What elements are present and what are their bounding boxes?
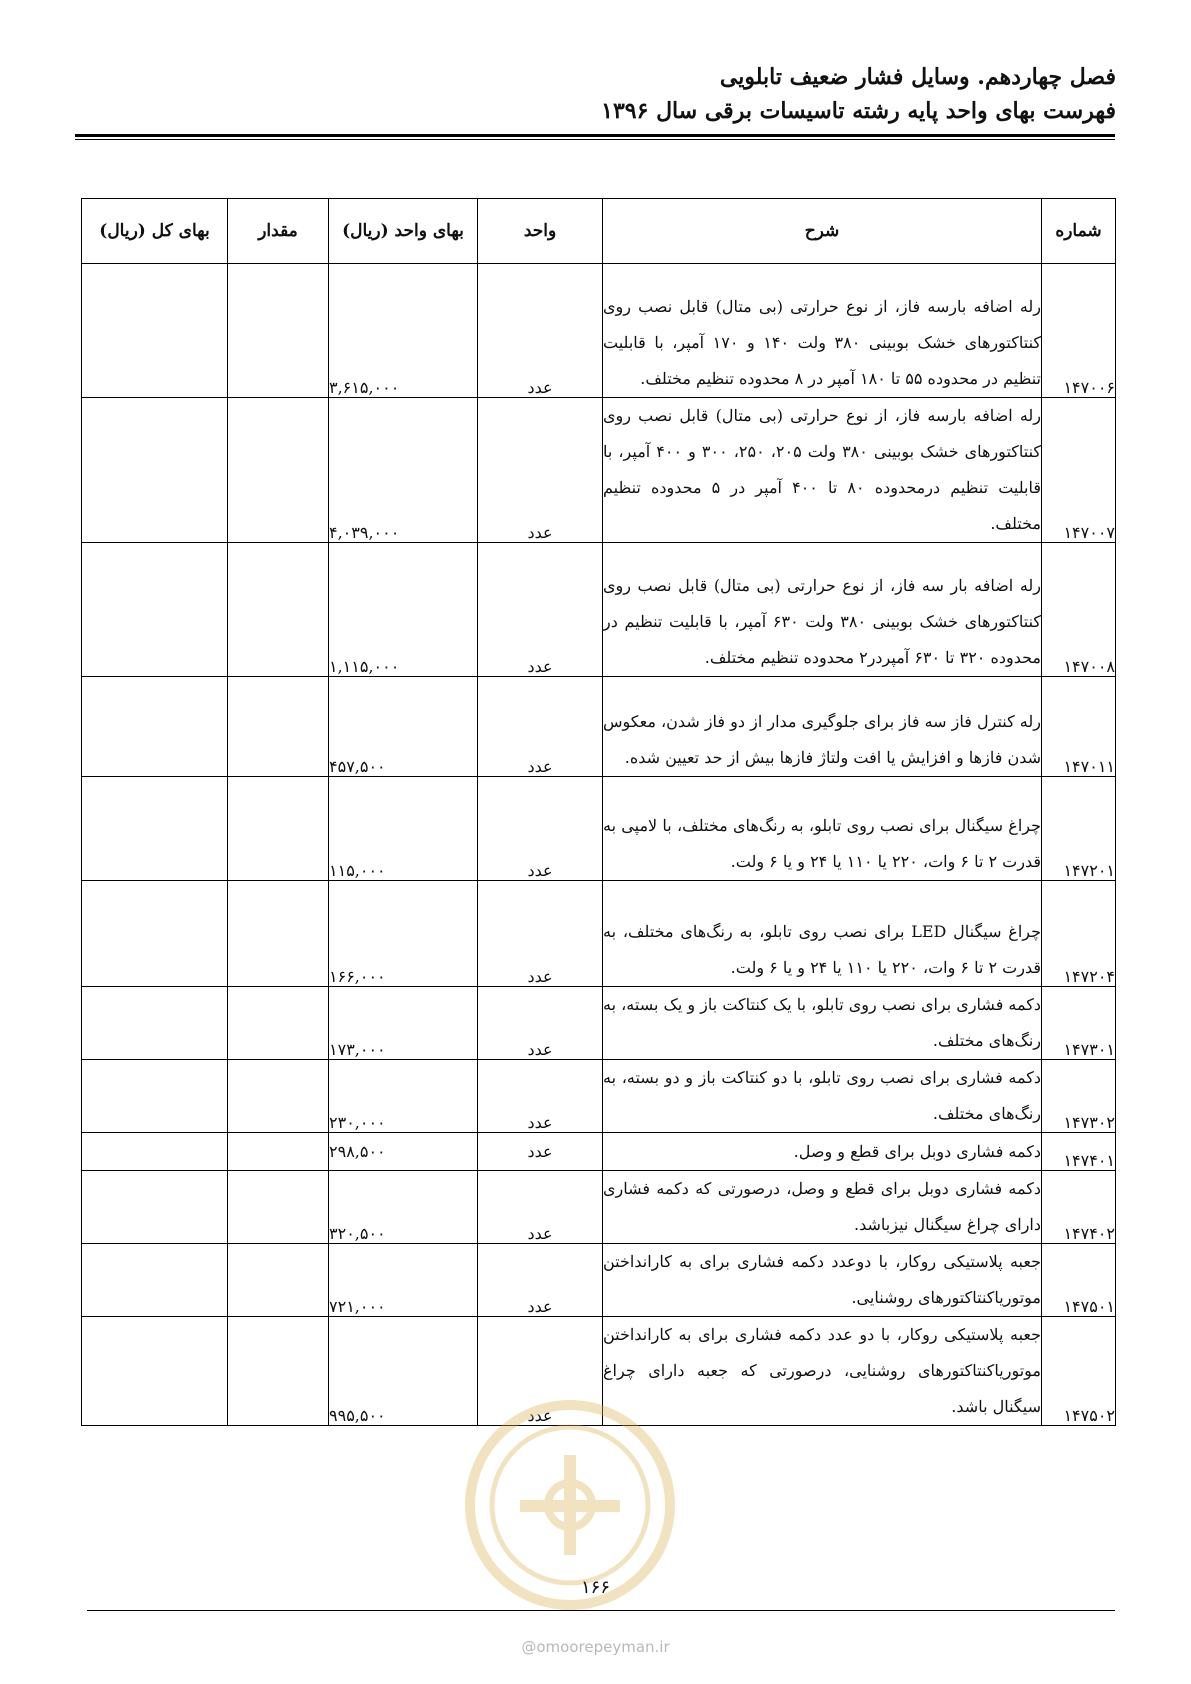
table-header-row bbox=[82, 199, 1116, 264]
column-header-number: شماره bbox=[1042, 199, 1116, 264]
footer-rule bbox=[87, 1610, 1115, 1611]
row-quantity bbox=[228, 398, 329, 543]
row-quantity bbox=[228, 264, 329, 398]
row-total-price bbox=[82, 1060, 228, 1133]
row-total-price bbox=[82, 677, 228, 777]
row-unit: عدد bbox=[478, 777, 603, 881]
table-row bbox=[82, 264, 1116, 398]
row-quantity bbox=[228, 1317, 329, 1426]
row-number: ۱۴۷۳۰۲ bbox=[1042, 1060, 1116, 1133]
row-unit-price: ۳,۶۱۵,۰۰۰ bbox=[329, 264, 478, 398]
row-unit-price: ۴,۰۳۹,۰۰۰ bbox=[329, 398, 478, 543]
row-quantity bbox=[228, 677, 329, 777]
table-row bbox=[82, 1244, 1116, 1317]
row-unit-price: ۳۲۰,۵۰۰ bbox=[329, 1171, 478, 1244]
row-total-price bbox=[82, 543, 228, 677]
table-row bbox=[82, 1133, 1116, 1171]
column-header-description: شرح bbox=[603, 199, 1042, 264]
column-header-unit: واحد bbox=[478, 199, 603, 264]
table-row bbox=[82, 1060, 1116, 1133]
row-unit: عدد bbox=[478, 677, 603, 777]
row-description: رله اضافه بار سه فاز، از نوع حرارتی (بی متال) قابل نصب روی کنتاکتورهای خشک بوبینی ۳۸۰ ولت ۶۳۰ آمپر، با قابلیت تنظیم در محدوده ۳۲۰ تا ۶۳۰ آمپردر۲ محدوده تنظیم مختلف. bbox=[603, 543, 1042, 677]
page-header bbox=[76, 60, 1116, 128]
document-title: فهرست بهای واحد پایه رشته تاسیسات برقی سال ۱۳۹۶ bbox=[601, 98, 1116, 124]
table-row bbox=[82, 987, 1116, 1060]
row-description: جعبه پلاستیکی روکار، با دوعدد دکمه فشاری برای به کارانداختن موتوریاکنتاکتورهای روشنایی. bbox=[603, 1244, 1042, 1317]
row-total-price bbox=[82, 1133, 228, 1171]
row-unit: عدد bbox=[478, 881, 603, 987]
row-total-price bbox=[82, 777, 228, 881]
row-quantity bbox=[228, 543, 329, 677]
row-unit: عدد bbox=[478, 987, 603, 1060]
row-unit-price: ۱۶۶,۰۰۰ bbox=[329, 881, 478, 987]
row-unit: عدد bbox=[478, 264, 603, 398]
row-quantity bbox=[228, 777, 329, 881]
row-unit: عدد bbox=[478, 398, 603, 543]
table-row bbox=[82, 1171, 1116, 1244]
page-number: ۱۶۶ bbox=[580, 1577, 610, 1598]
row-total-price bbox=[82, 987, 228, 1060]
table-body bbox=[82, 264, 1116, 1426]
row-unit-price: ۲۹۸,۵۰۰ bbox=[329, 1133, 478, 1171]
row-description: رله اضافه بارسه فاز، از نوع حرارتی (بی متال) قابل نصب روی کنتاکتورهای خشک بوبینی ۳۸۰ ولت ۲۰۵، ۲۵۰، ۳۰۰ و ۴۰۰ آمپر، با قابلیت تنظیم درمحدوده ۸۰ تا ۴۰۰ آمپر در ۵ محدوده تنظیم مختلف. bbox=[603, 398, 1042, 543]
row-description: دکمه فشاری دوبل برای قطع و وصل، درصورتی که دکمه فشاری دارای چراغ سیگنال نیزباشد. bbox=[603, 1171, 1042, 1244]
row-unit: عدد bbox=[478, 543, 603, 677]
row-total-price bbox=[82, 398, 228, 543]
table-row bbox=[82, 677, 1116, 777]
row-unit: عدد bbox=[478, 1171, 603, 1244]
row-unit: عدد bbox=[478, 1060, 603, 1133]
row-unit-price: ۲۳۰,۰۰۰ bbox=[329, 1060, 478, 1133]
chapter-title: فصل چهاردهم. وسایل فشار ضعیف تابلویی bbox=[719, 64, 1116, 90]
watermark-text: @omoorepeyman.ir bbox=[521, 1638, 670, 1656]
table-row bbox=[82, 398, 1116, 543]
row-quantity bbox=[228, 1244, 329, 1317]
row-number: ۱۴۷۰۰۷ bbox=[1042, 398, 1116, 543]
row-number: ۱۴۷۲۰۴ bbox=[1042, 881, 1116, 987]
row-unit-price: ۷۲۱,۰۰۰ bbox=[329, 1244, 478, 1317]
row-description: رله کنترل فاز سه فاز برای جلوگیری مدار از دو فاز شدن، معکوس شدن فازها و افزایش یا افت ولتاژ فازها بیش از حد تعیین شده. bbox=[603, 677, 1042, 777]
row-number: ۱۴۷۰۱۱ bbox=[1042, 677, 1116, 777]
row-number: ۱۴۷۵۰۲ bbox=[1042, 1317, 1116, 1426]
row-number: ۱۴۷۳۰۱ bbox=[1042, 987, 1116, 1060]
table-row bbox=[82, 543, 1116, 677]
row-unit-price: ۱۷۳,۰۰۰ bbox=[329, 987, 478, 1060]
table-row bbox=[82, 777, 1116, 881]
table-row bbox=[82, 881, 1116, 987]
row-description: چراغ سیگنال LED برای نصب روی تابلو، به رنگ‌های مختلف، به قدرت ۲ تا ۶ وات، ۲۲۰ یا ۱۱۰ یا ۲۴ و یا ۶ ولت. bbox=[603, 881, 1042, 987]
column-header-total-price: بهای کل (ریال) bbox=[82, 199, 228, 264]
row-quantity bbox=[228, 1171, 329, 1244]
table-row bbox=[82, 1317, 1116, 1426]
header-rule-thick bbox=[75, 134, 1115, 137]
row-unit-price: ۱۱۵,۰۰۰ bbox=[329, 777, 478, 881]
row-unit: عدد bbox=[478, 1317, 603, 1426]
header-rule-thin bbox=[75, 139, 1115, 140]
row-number: ۱۴۷۴۰۱ bbox=[1042, 1133, 1116, 1171]
row-quantity bbox=[228, 1060, 329, 1133]
row-total-price bbox=[82, 264, 228, 398]
row-total-price bbox=[82, 881, 228, 987]
row-total-price bbox=[82, 1244, 228, 1317]
row-number: ۱۴۷۴۰۲ bbox=[1042, 1171, 1116, 1244]
row-quantity bbox=[228, 1133, 329, 1171]
row-number: ۱۴۷۰۰۶ bbox=[1042, 264, 1116, 398]
row-quantity bbox=[228, 987, 329, 1060]
row-description: جعبه پلاستیکی روکار، با دو عدد دکمه فشاری برای به کارانداختن موتوریاکنتاکتورهای روشنایی، درصورتی که جعبه دارای چراغ سیگنال باشد. bbox=[603, 1317, 1042, 1426]
row-number: ۱۴۷۰۰۸ bbox=[1042, 543, 1116, 677]
row-description: رله اضافه بارسه فاز، از نوع حرارتی (بی متال) قابل نصب روی کنتاکتورهای خشک بوبینی ۳۸۰ ولت ۱۴۰ و ۱۷۰ آمپر، با قابلیت تنظیم در محدوده ۵۵ تا ۱۸۰ آمپر در ۸ محدوده تنظیم مختلف. bbox=[603, 264, 1042, 398]
row-number: ۱۴۷۵۰۱ bbox=[1042, 1244, 1116, 1317]
price-list-table bbox=[81, 198, 1116, 1426]
row-description: دکمه فشاری دوبل برای قطع و وصل. bbox=[603, 1133, 1042, 1171]
row-unit: عدد bbox=[478, 1244, 603, 1317]
row-description: چراغ سیگنال برای نصب روی تابلو، به رنگ‌های مختلف، با لامپی به قدرت ۲ تا ۶ وات، ۲۲۰ یا ۱۱۰ یا ۲۴ و یا ۶ ولت. bbox=[603, 777, 1042, 881]
row-quantity bbox=[228, 881, 329, 987]
row-total-price bbox=[82, 1171, 228, 1244]
row-unit-price: ۱,۱۱۵,۰۰۰ bbox=[329, 543, 478, 677]
row-unit-price: ۹۹۵,۵۰۰ bbox=[329, 1317, 478, 1426]
column-header-quantity: مقدار bbox=[228, 199, 329, 264]
column-header-unit-price: بهای واحد (ریال) bbox=[329, 199, 478, 264]
row-unit: عدد bbox=[478, 1133, 603, 1171]
row-total-price bbox=[82, 1317, 228, 1426]
row-unit-price: ۴۵۷,۵۰۰ bbox=[329, 677, 478, 777]
row-description: دکمه فشاری برای نصب روی تابلو، با یک کنتاکت باز و یک بسته، به رنگ‌های مختلف. bbox=[603, 987, 1042, 1060]
row-number: ۱۴۷۲۰۱ bbox=[1042, 777, 1116, 881]
row-description: دکمه فشاری برای نصب روی تابلو، با دو کنتاکت باز و دو بسته، به رنگ‌های مختلف. bbox=[603, 1060, 1042, 1133]
